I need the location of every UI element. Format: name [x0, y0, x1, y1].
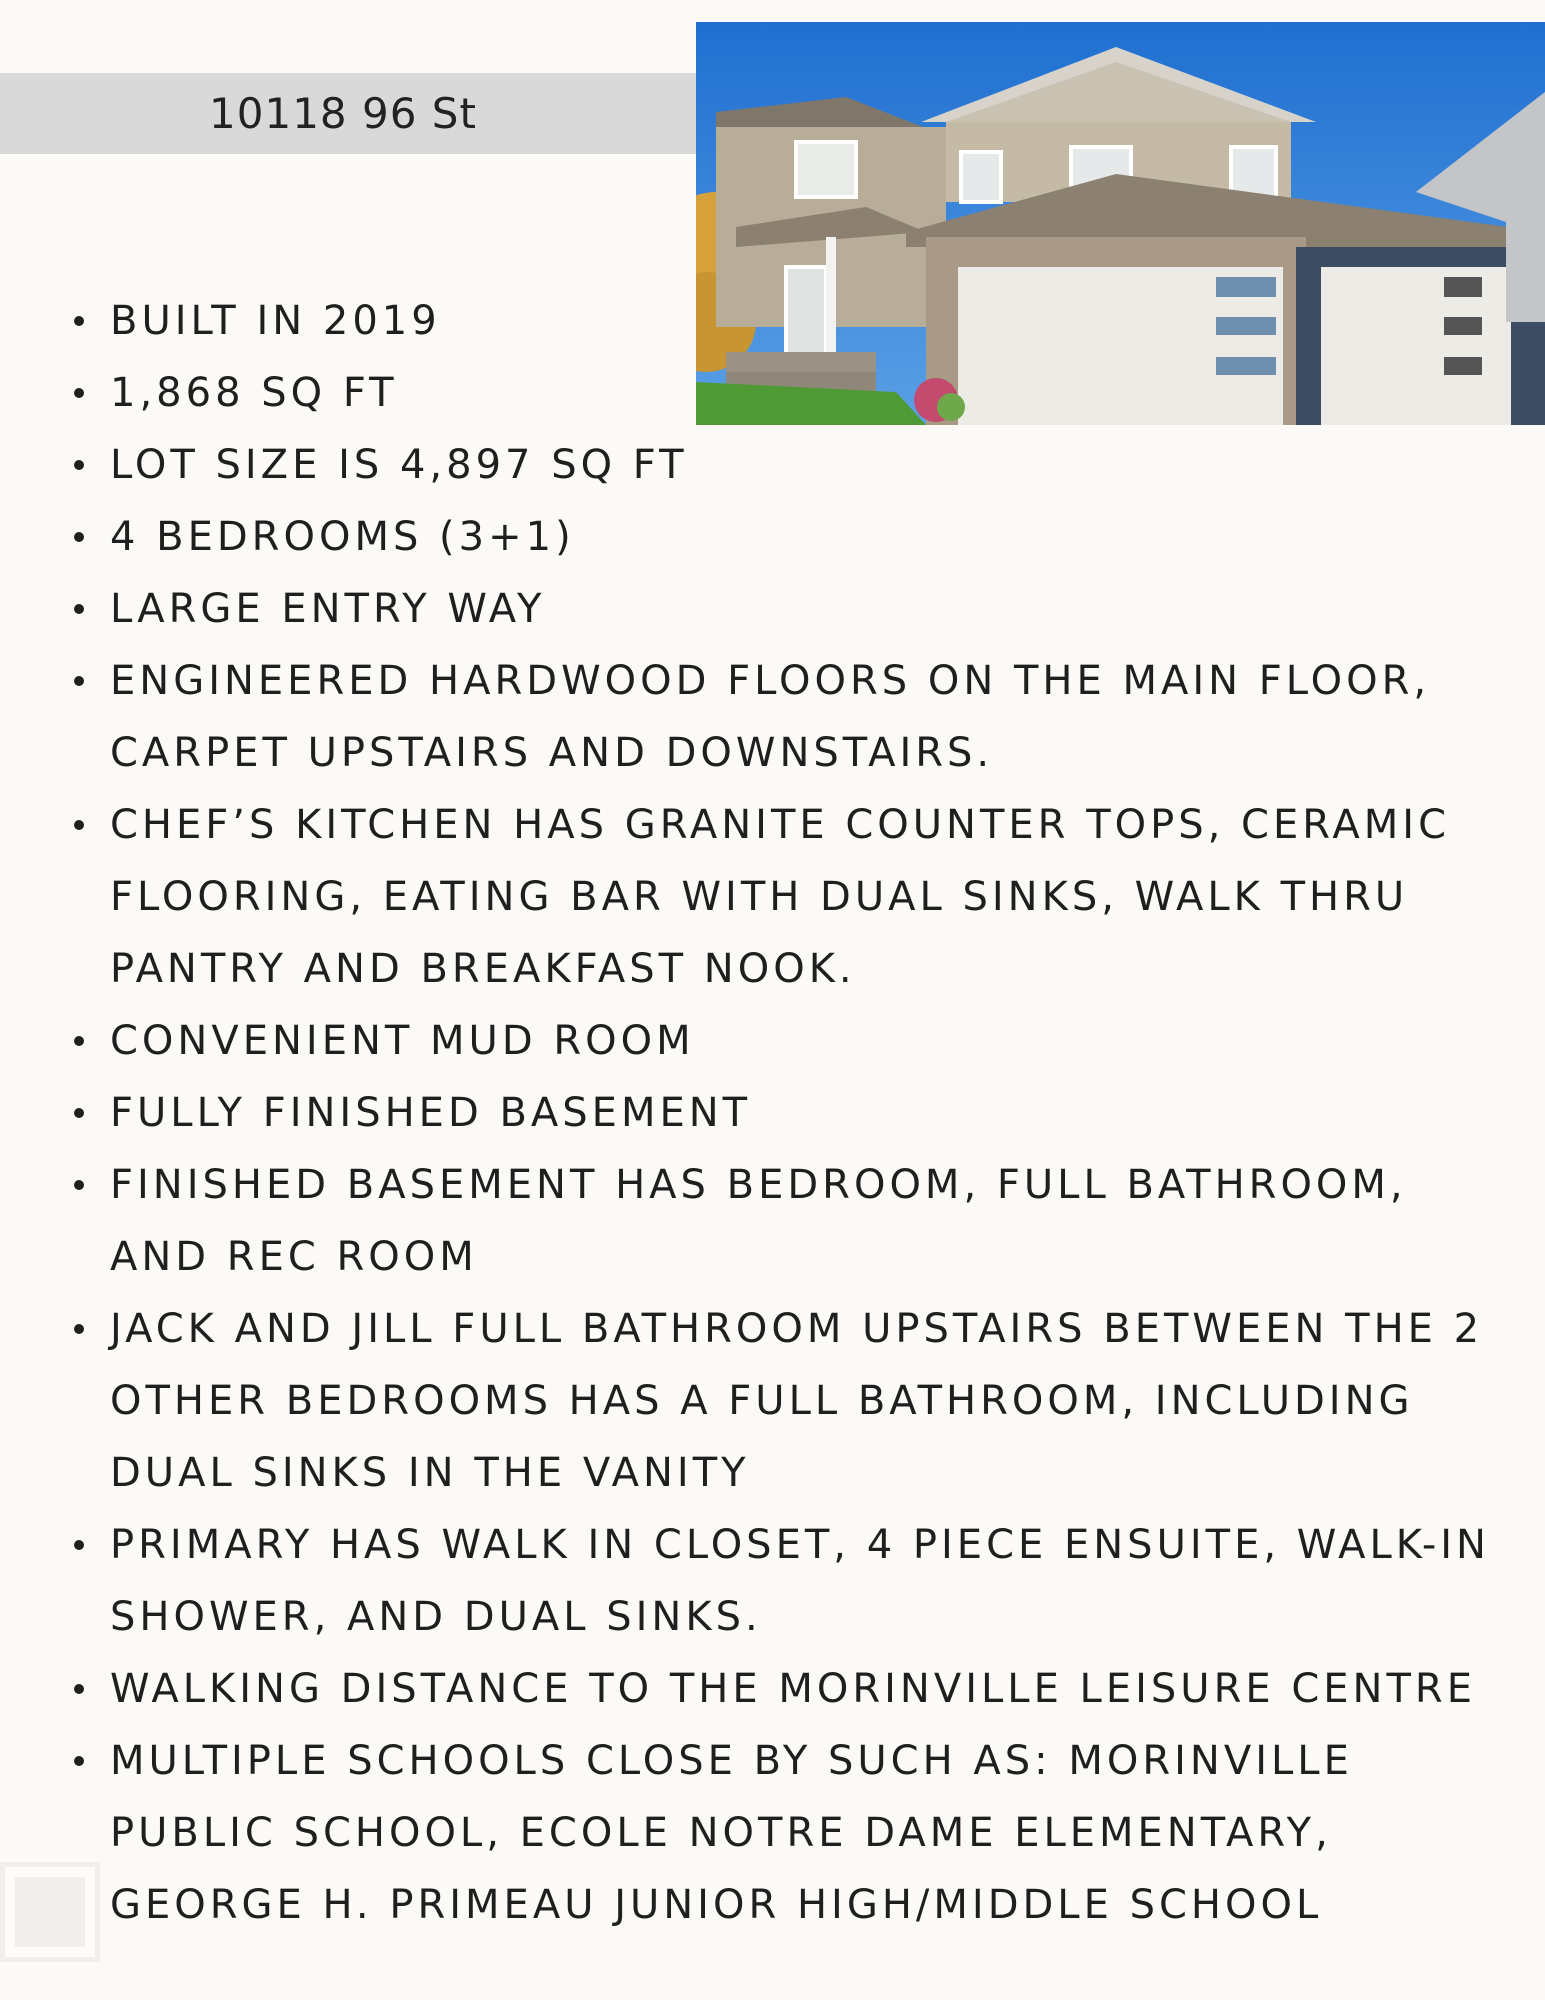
feature-item	[74, 285, 1504, 357]
feature-text: JACK AND JILL FULL BATHROOM UPSTAIRS BETWEEN THE 2 OTHER BEDROOMS HAS A FULL BATHROOM, INCLUDING DUAL SINKS IN THE VANITY	[110, 1306, 1484, 1496]
bullet-icon	[74, 820, 84, 830]
bullet-icon	[74, 1540, 84, 1550]
feature-text: MULTIPLE SCHOOLS CLOSE BY SUCH AS: MORINVILLE PUBLIC SCHOOL, ECOLE NOTRE DAME ELEMENTARY, GEORGE H. PRIMEAU JUNIOR HIGH/MIDDLE SCHOOL	[110, 1738, 1353, 1928]
bullet-icon	[74, 1324, 84, 1334]
feature-text: WALKING DISTANCE TO THE MORINVILLE LEISURE CENTRE	[110, 1666, 1476, 1712]
bullet-icon	[74, 676, 84, 686]
feature-text: FULLY FINISHED BASEMENT	[110, 1090, 752, 1136]
feature-item	[74, 357, 1504, 429]
bullet-icon	[74, 604, 84, 614]
feature-item	[74, 1725, 1504, 1941]
bullet-icon	[74, 1108, 84, 1118]
feature-item	[74, 429, 1504, 501]
feature-item	[74, 1293, 1504, 1509]
feature-item	[74, 1509, 1504, 1653]
feature-item	[74, 573, 1504, 645]
feature-item	[74, 1077, 1504, 1149]
feature-item	[74, 789, 1504, 1005]
feature-list	[74, 285, 1504, 1941]
bullet-icon	[74, 460, 84, 470]
address-banner	[0, 73, 696, 154]
feature-text: PRIMARY HAS WALK IN CLOSET, 4 PIECE ENSUITE, WALK-IN SHOWER, AND DUAL SINKS.	[110, 1522, 1490, 1640]
feature-text: CHEF’S KITCHEN HAS GRANITE COUNTER TOPS, CERAMIC FLOORING, EATING BAR WITH DUAL SINKS, WALK THRU PANTRY AND BREAKFAST NOOK.	[110, 802, 1451, 992]
feature-text: LARGE ENTRY WAY	[110, 586, 546, 632]
feature-item	[74, 1005, 1504, 1077]
bullet-icon	[74, 316, 84, 326]
bullet-icon	[74, 1684, 84, 1694]
bullet-icon	[74, 388, 84, 398]
bullet-icon	[74, 1036, 84, 1046]
feature-text: CONVENIENT MUD ROOM	[110, 1018, 695, 1064]
feature-text: 1,868 SQ FT	[110, 370, 398, 416]
feature-text: BUILT IN 2019	[110, 298, 441, 344]
feature-item	[74, 1149, 1504, 1293]
feature-text: 4 BEDROOMS (3+1)	[110, 514, 575, 560]
feature-item	[74, 1653, 1504, 1725]
feature-text: FINISHED BASEMENT HAS BEDROOM, FULL BATHROOM, AND REC ROOM	[110, 1162, 1407, 1280]
photo-window	[961, 152, 1001, 202]
photo-window	[796, 142, 856, 197]
address-title: 10118 96 St	[209, 89, 477, 138]
feature-item	[74, 645, 1504, 789]
feature-text: LOT SIZE IS 4,897 SQ FT	[110, 442, 688, 488]
bullet-icon	[74, 532, 84, 542]
bullet-icon	[74, 1756, 84, 1766]
feature-item	[74, 501, 1504, 573]
feature-text: ENGINEERED HARDWOOD FLOORS ON THE MAIN FLOOR, CARPET UPSTAIRS AND DOWNSTAIRS.	[110, 658, 1431, 776]
brokerage-logo-watermark	[0, 1862, 100, 1962]
bullet-icon	[74, 1180, 84, 1190]
